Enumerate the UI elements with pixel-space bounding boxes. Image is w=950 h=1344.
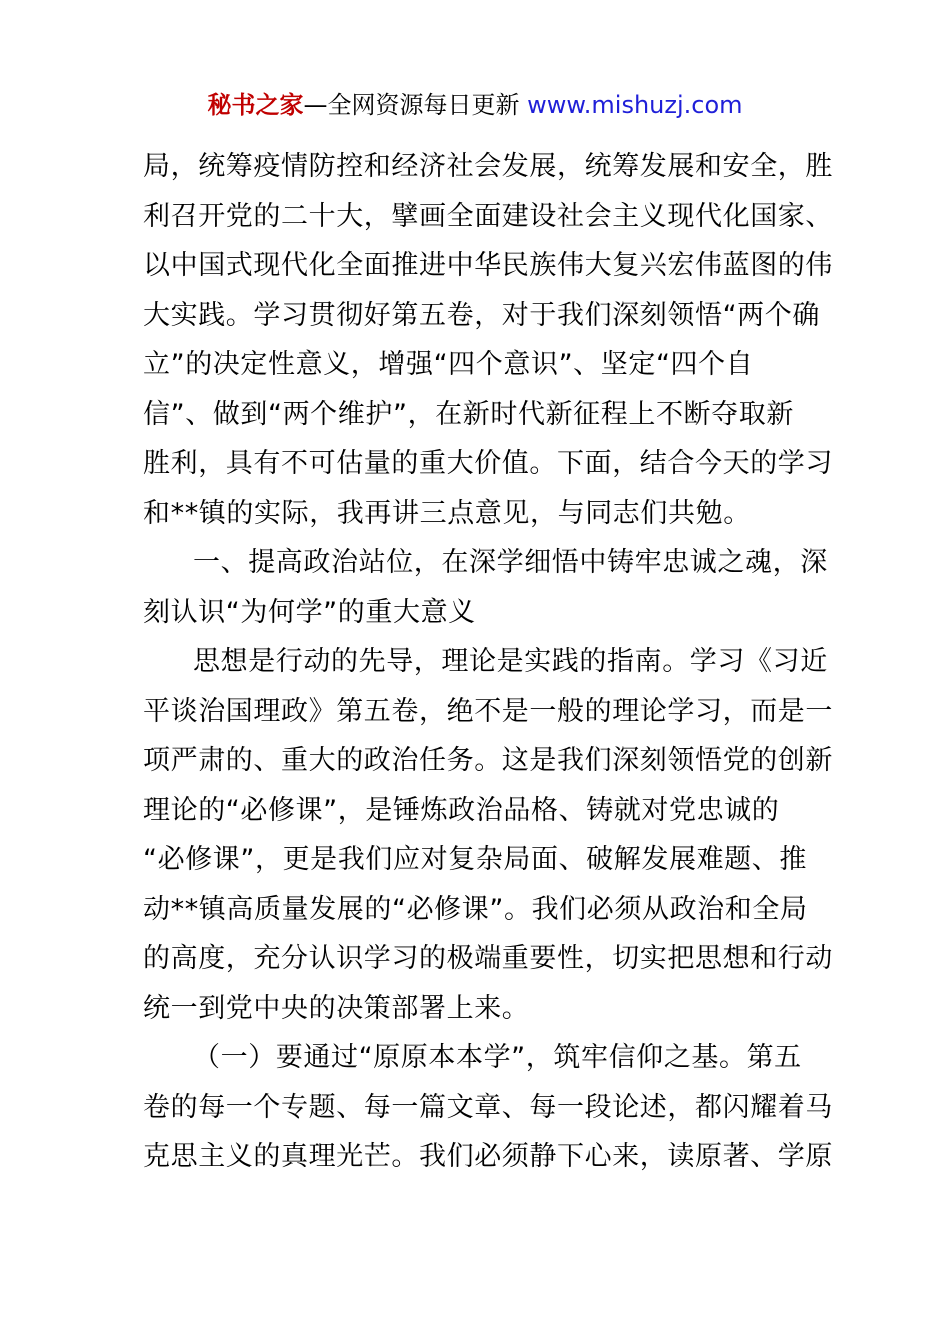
paragraph-line: 大实践。学习贯彻好第五卷，对于我们深刻领悟“两个确: [143, 299, 820, 331]
paragraph-line: 立”的决定性意义，增强“四个意识”、坚定“四个自: [143, 349, 754, 380]
document-body: [143, 142, 833, 1182]
paragraph-line: 统一到党中央的决策部署上来。: [143, 992, 530, 1024]
paragraph-line: 理论的“必修课”，是锤炼政治品格、铸就对党忠诚的: [143, 794, 780, 826]
paragraph-line: 胜利，具有不可估量的重大价值。下面，结合今天的学习: [143, 448, 833, 479]
section-heading-line: 一、提高政治站位，在深学细悟中铸牢忠诚之魂，深: [193, 547, 828, 578]
brand-name: 秘书之家: [207, 91, 304, 119]
paragraph-line: 动**镇高质量发展的“必修课”。我们必须从政治和全局: [143, 893, 808, 925]
paragraph-line: 的高度，充分认识学习的极端重要性，切实把思想和行动: [143, 943, 833, 974]
paragraph-line: 项严肃的、重大的政治任务。这是我们深刻领悟党的创新: [143, 745, 833, 776]
paragraph-line: 平谈治国理政》第五卷，绝不是一般的理论学习，而是一: [143, 695, 833, 727]
paragraph-line: 利召开党的二十大，擘画全面建设社会主义现代化国家、: [143, 200, 833, 232]
paragraph-line: 信”、做到“两个维护”，在新时代新征程上不断夺取新: [143, 398, 794, 430]
paragraph-line: 以中国式现代化全面推进中华民族伟大复兴宏伟蓝图的伟: [143, 250, 833, 281]
section-heading-line: 刻认识“为何学”的重大意义: [143, 596, 476, 628]
header-dash: —: [303, 91, 328, 119]
paragraph-line: 思想是行动的先导，理论是实践的指南。学习《习近: [193, 646, 828, 677]
paragraph-line: （一）要通过“原原本本学”，筑牢信仰之基。第五: [193, 1042, 802, 1073]
watermark-header: [0, 88, 950, 122]
site-url-link[interactable]: www.mishuzj.com: [527, 91, 743, 119]
paragraph-line: “必修课”，更是我们应对复杂局面、破解发展难题、推: [143, 844, 807, 875]
paragraph-line: 局，统筹疫情防控和经济社会发展，统筹发展和安全，胜: [143, 151, 833, 182]
paragraph-line: 克思主义的真理光芒。我们必须静下心来，读原著、学原: [143, 1141, 833, 1172]
paragraph-line: 和**镇的实际，我再讲三点意见，与同志们共勉。: [143, 497, 751, 529]
header-slogan: 全网资源每日更新: [327, 91, 520, 119]
paragraph-line: 卷的每一个专题、每一篇文章、每一段论述，都闪耀着马: [143, 1091, 833, 1123]
